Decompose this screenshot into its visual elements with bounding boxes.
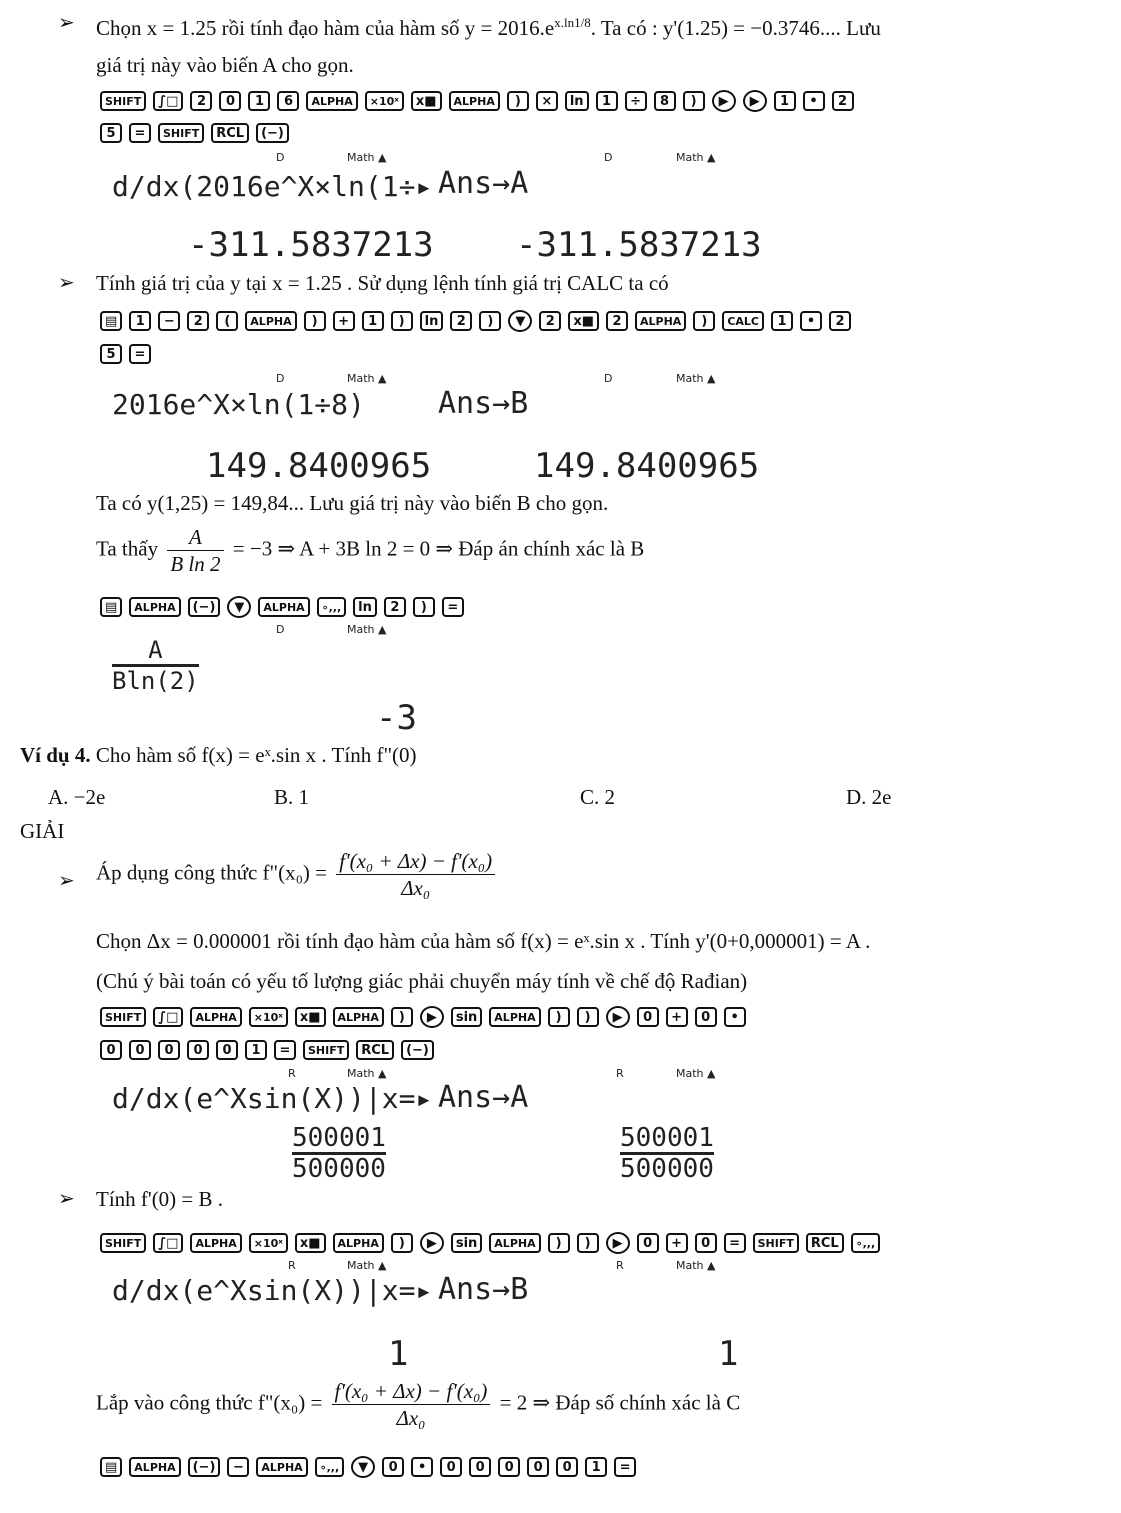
calculator-key: ) — [693, 311, 715, 331]
calculator-key: 2 — [187, 311, 209, 331]
calculator-key: ▶ — [420, 1006, 444, 1028]
calculator-key: 1 — [245, 1040, 267, 1060]
calculator-key: ×10ˣ — [365, 91, 404, 111]
bullet-arrow: ➢ — [58, 1188, 75, 1210]
indicator-d: D — [604, 151, 613, 164]
lcd-result-fraction: $\frac{500001}{500000}$ — [620, 1123, 714, 1184]
calculator-key: CALC — [722, 311, 764, 331]
indicator-math: Math ▲ — [676, 1067, 716, 1080]
calculator-key: ∫□ — [153, 1007, 183, 1027]
example-keys-row2 — [100, 1040, 434, 1060]
calculator-key: ) — [507, 91, 529, 111]
calculator-key: 0 — [100, 1040, 122, 1060]
calculator-key: 1 — [585, 1457, 607, 1477]
calculator-key: SHIFT — [158, 123, 204, 143]
calculator-key: − — [158, 311, 180, 331]
calculator-key: ) — [413, 597, 435, 617]
calculator-key: ) — [577, 1007, 599, 1027]
calculator-key: ALPHA — [190, 1007, 241, 1027]
calculator-key: ) — [548, 1007, 570, 1027]
calculator-key: (−) — [401, 1040, 434, 1060]
solution-heading: GIẢI — [20, 819, 65, 843]
lcd-result: -3 — [376, 698, 417, 738]
calculator-key: ALPHA — [245, 311, 296, 331]
calculator-key: ALPHA — [489, 1007, 540, 1027]
calculator-key: 0 — [440, 1457, 462, 1477]
calculator-key: • — [800, 311, 822, 331]
lcd-expression: 2016e^X×ln(1÷8) — [112, 388, 365, 421]
bullet-arrow: ➢ — [58, 870, 75, 892]
calculator-key: 1 — [774, 91, 796, 111]
calculator-key: 0 — [695, 1233, 717, 1253]
lcd-result: -311.5837213 — [188, 225, 434, 265]
step3-equation: Ta thấy $\frac{A}{\text{B ln 2}}$ = −3 ⇒ A + 3B ln 2 = 0 ⇒ Đáp án chính xác là B — [96, 525, 645, 576]
fraction: $\frac{A}{\text{B ln 2}}$ — [167, 524, 223, 577]
calculator-key: RCL — [806, 1233, 844, 1253]
calculator-key: ∫□ — [153, 91, 183, 111]
lcd-expression: d/dx(e^Xsin(X))|x=▸ — [112, 1274, 433, 1307]
calculator-key: x■ — [295, 1007, 326, 1027]
calculator-key: 0 — [556, 1457, 578, 1477]
example-keys-row1 — [100, 1006, 746, 1028]
calculator-key: 1 — [129, 311, 151, 331]
calculator-key: (−) — [256, 123, 289, 143]
calculator-key: ALPHA — [635, 311, 686, 331]
calculator-key: SHIFT — [100, 1007, 146, 1027]
formula-fraction: $\frac{\text{f'(x₀ + Δx) − f'(x₀)}}{\text{Δx₀}}$ — [336, 848, 495, 901]
calculator-key: • — [411, 1457, 433, 1477]
calculator-key: ▶ — [743, 90, 767, 112]
step3-keys — [100, 596, 464, 618]
calculator-key: ALPHA — [333, 1007, 384, 1027]
calculator-key: 0 — [498, 1457, 520, 1477]
indicator-math: Math ▲ — [347, 623, 387, 636]
calculator-key: + — [333, 311, 355, 331]
lcd-result: -311.5837213 — [516, 225, 762, 265]
step1-keys-row1 — [100, 90, 854, 112]
lcd-expression: d/dx(e^Xsin(X))|x=▸ — [112, 1082, 433, 1115]
calculator-key: ▼ — [227, 596, 251, 618]
calculator-key: × — [536, 91, 558, 111]
plug-line: Lắp vào công thức f"(x₀) = $\frac{\text{f'(x₀ + Δx) − f'(x₀)}}{\text{Δx₀}}$ = 2 ⇒ Đáp số chính xác là C — [96, 1379, 741, 1430]
calculator-key: ) — [548, 1233, 570, 1253]
calculator-key: SHIFT — [753, 1233, 799, 1253]
indicator-d: D — [276, 623, 285, 636]
calculator-key: ALPHA — [449, 91, 500, 111]
calculator-key: x■ — [411, 91, 442, 111]
option-c: C. 2 — [580, 785, 616, 809]
calculator-key: sin — [451, 1007, 482, 1027]
indicator-d: D — [276, 151, 285, 164]
lcd-result-fraction: $\frac{500001}{500000}$ — [292, 1123, 386, 1184]
calculator-key: 2 — [829, 311, 851, 331]
example-keys-row3 — [100, 1232, 880, 1254]
step2-note: Ta có y(1,25) = 149,84... Lưu giá trị này vào biến B cho gọn. — [96, 491, 609, 515]
calculator-key: ln — [420, 311, 444, 331]
calculator-key: 0 — [637, 1007, 659, 1027]
calculator-key: 0 — [129, 1040, 151, 1060]
calculator-key: 0 — [527, 1457, 549, 1477]
calculator-key: ▶ — [606, 1006, 630, 1028]
calculator-key: • — [724, 1007, 746, 1027]
calculator-key: ( — [216, 311, 238, 331]
indicator-math: Math ▲ — [676, 151, 716, 164]
calculator-key: (−) — [188, 1457, 221, 1477]
calculator-key: 0 — [695, 1007, 717, 1027]
lcd-result: 149.8400965 — [206, 446, 432, 486]
calculator-key: ▤ — [100, 311, 122, 331]
choose-line: Chọn Δx = 0.000001 rồi tính đạo hàm của hàm số f(x) = eˣ.sin x . Tính y'(0+0,000001) = A . — [96, 929, 871, 953]
indicator-d: D — [276, 372, 285, 385]
calculator-key: + — [666, 1007, 688, 1027]
calculator-key: = — [724, 1233, 746, 1253]
calculator-key: 0 — [158, 1040, 180, 1060]
calculator-key: 1 — [248, 91, 270, 111]
step2-keys-row2 — [100, 344, 151, 364]
indicator-r: R — [616, 1067, 624, 1080]
option-a: A. −2e — [48, 785, 106, 809]
step1-line2: giá trị này vào biến A cho gọn. — [96, 53, 354, 77]
example-title: Ví dụ 4. Cho hàm số f(x) = eˣ.sin x . Tính f"(0) — [20, 743, 417, 767]
calculator-key: 1 — [362, 311, 384, 331]
calculator-key: ∘,,, — [315, 1457, 344, 1477]
calculator-key: 1 — [596, 91, 618, 111]
calculator-key: SHIFT — [100, 1233, 146, 1253]
indicator-math: Math ▲ — [347, 1067, 387, 1080]
calculator-key: ▤ — [100, 597, 122, 617]
calculator-key: ) — [577, 1233, 599, 1253]
calculator-key: 2 — [450, 311, 472, 331]
radian-note: (Chú ý bài toán có yếu tố lượng giác phải chuyển máy tính về chế độ Rađian) — [96, 969, 748, 993]
indicator-r: R — [616, 1259, 624, 1272]
calculator-key: ln — [353, 597, 377, 617]
calculator-key: ALPHA — [256, 1457, 307, 1477]
calculator-key: ÷ — [625, 91, 647, 111]
calculator-key: ∘,,, — [851, 1233, 880, 1253]
calculator-key: 2 — [384, 597, 406, 617]
bullet-arrow: ➢ — [58, 12, 75, 34]
calculator-key: ) — [391, 311, 413, 331]
lcd-expression: Ans→B — [438, 1272, 529, 1307]
lcd-result: 149.8400965 — [534, 446, 760, 486]
calculator-key: 0 — [637, 1233, 659, 1253]
calculator-key: ALPHA — [129, 597, 180, 617]
calculator-key: + — [666, 1233, 688, 1253]
calculator-key: ▶ — [606, 1232, 630, 1254]
calculator-key: ▼ — [351, 1456, 375, 1478]
calculator-key: 2 — [832, 91, 854, 111]
calculator-key: ) — [304, 311, 326, 331]
calculator-key: • — [803, 91, 825, 111]
calculator-key: ▤ — [100, 1457, 122, 1477]
lcd-result: 1 — [718, 1334, 739, 1374]
step2-line: Tính giá trị của y tại x = 1.25 . Sử dụng lệnh tính giá trị CALC ta có — [96, 271, 669, 295]
indicator-math: Math ▲ — [676, 372, 716, 385]
calculator-key: ▼ — [508, 310, 532, 332]
calculator-key: ) — [391, 1007, 413, 1027]
bullet-arrow: ➢ — [58, 272, 75, 294]
calculator-key: ×10ˣ — [249, 1233, 288, 1253]
calculator-key: ▶ — [712, 90, 736, 112]
calculator-key: 0 — [216, 1040, 238, 1060]
calculator-key: = — [274, 1040, 296, 1060]
calculator-key: = — [442, 597, 464, 617]
example-keys-row4 — [100, 1456, 636, 1478]
calculator-key: x■ — [295, 1233, 326, 1253]
calculator-key: = — [129, 123, 151, 143]
calculator-key: 2 — [190, 91, 212, 111]
calculator-key: ALPHA — [129, 1457, 180, 1477]
calculator-key: 5 — [100, 344, 122, 364]
calculator-key: ∫□ — [153, 1233, 183, 1253]
calculator-key: SHIFT — [303, 1040, 349, 1060]
calculator-key: ∘,,, — [317, 597, 346, 617]
calculator-key: RCL — [356, 1040, 394, 1060]
step1-line1: Chọn x = 1.25 rồi tính đạo hàm của hàm số $y = 2016.e^{x.ln1/8}$. Ta có : y'(1.25) = −0.3746.... Lưu — [96, 15, 881, 40]
calculator-key: sin — [451, 1233, 482, 1253]
calculator-key: 8 — [654, 91, 676, 111]
lcd-expression: Ans→A — [438, 1080, 529, 1115]
calculator-key: − — [227, 1457, 249, 1477]
lcd-result: 1 — [388, 1334, 409, 1374]
indicator-math: Math ▲ — [676, 1259, 716, 1272]
option-d: D. 2e — [846, 785, 892, 809]
calculator-key: RCL — [211, 123, 249, 143]
indicator-r: R — [288, 1067, 296, 1080]
indicator-math: Math ▲ — [347, 151, 387, 164]
indicator-math: Math ▲ — [347, 372, 387, 385]
calculator-key: 1 — [771, 311, 793, 331]
calculator-key: 0 — [187, 1040, 209, 1060]
lcd-expression: Ans→B — [438, 386, 529, 421]
calculator-key: 6 — [277, 91, 299, 111]
calculator-key: (−) — [188, 597, 221, 617]
calculator-key: 2 — [539, 311, 561, 331]
lcd-fraction: $\frac{A}{Bln(2)}$ — [112, 636, 199, 695]
calculator-key: ALPHA — [258, 597, 309, 617]
lcd-expression: Ans→A — [438, 166, 529, 201]
calculator-key: 0 — [469, 1457, 491, 1477]
calculator-key: 0 — [382, 1457, 404, 1477]
step1-keys-row2 — [100, 123, 289, 143]
calculator-key: 2 — [606, 311, 628, 331]
indicator-math: Math ▲ — [347, 1259, 387, 1272]
calculator-key: ALPHA — [190, 1233, 241, 1253]
calculator-key: ×10ˣ — [249, 1007, 288, 1027]
calculator-key: x■ — [568, 311, 599, 331]
calculator-key: ALPHA — [306, 91, 357, 111]
calculator-key: = — [129, 344, 151, 364]
formula-line: Áp dụng công thức f"(x₀) = $\frac{\text{f'(x₀ + Δx) − f'(x₀)}}{\text{Δx₀}}$ — [96, 848, 499, 901]
option-b: B. 1 — [274, 785, 310, 809]
calculator-key: ALPHA — [489, 1233, 540, 1253]
calculator-key: ) — [683, 91, 705, 111]
calculator-key: ln — [565, 91, 589, 111]
indicator-r: R — [288, 1259, 296, 1272]
calculator-key: SHIFT — [100, 91, 146, 111]
calculator-key: 0 — [219, 91, 241, 111]
formula-fraction: $\frac{\text{f'(x₀ + Δx) − f'(x₀)}}{\text{Δx₀}}$ — [332, 1378, 491, 1431]
compute-b-line: Tính f'(0) = B . — [96, 1187, 224, 1211]
lcd-expression: d/dx(2016e^X×ln(1÷▸ — [112, 170, 433, 203]
indicator-d: D — [604, 372, 613, 385]
calculator-key: ▶ — [420, 1232, 444, 1254]
step2-keys-row1 — [100, 310, 851, 332]
calculator-key: ALPHA — [333, 1233, 384, 1253]
calculator-key: = — [614, 1457, 636, 1477]
calculator-key: 5 — [100, 123, 122, 143]
calculator-key: ) — [391, 1233, 413, 1253]
calculator-key: ) — [479, 311, 501, 331]
